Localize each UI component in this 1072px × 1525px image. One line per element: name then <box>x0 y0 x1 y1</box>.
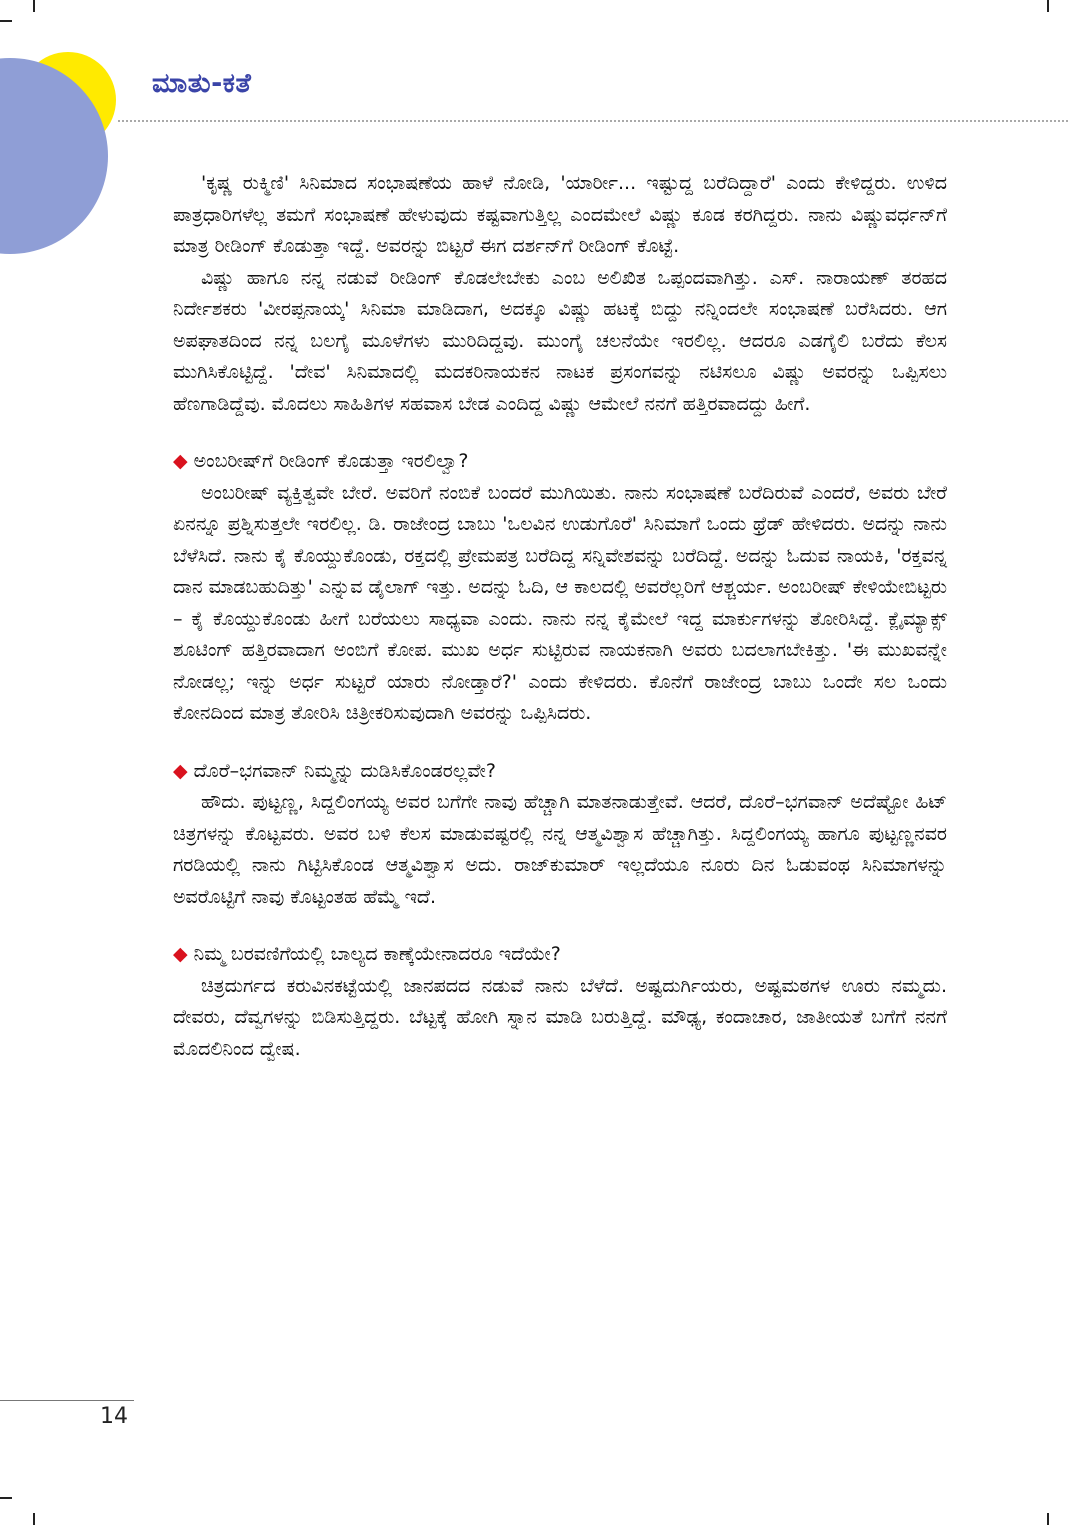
question-heading <box>173 446 947 478</box>
page-number: 14 <box>100 1404 128 1429</box>
diamond-bullet-icon: ◆ <box>173 943 188 965</box>
diamond-bullet-icon: ◆ <box>173 450 188 472</box>
answer-paragraph: ಹೌದು. ಪುಟ್ಟಣ್ಣ, ಸಿದ್ದಲಿಂಗಯ್ಯ ಅವರ ಬಗೆಗೇ ನಾವು ಹೆಚ್ಚಾಗಿ ಮಾತನಾಡುತ್ತೇವೆ. ಆದರೆ, ದೊರೆ–ಭಗವಾನ್ ಅದೆಷ್ಟೋ ಹಿಟ್ ಚಿತ್ರಗಳನ್ನು ಕೊಟ್ಟವರು. ಅವರ ಬಳಿ ಕೆಲಸ ಮಾಡುವಷ್ಟರಲ್ಲಿ ನನ್ನ ಆತ್ಮವಿಶ್ವಾಸ ಹೆಚ್ಚಾಗಿತ್ತು. ಸಿದ್ದಲಿಂಗಯ್ಯ ಹಾಗೂ ಪುಟ್ಟಣ್ಣನವರ ಗರಡಿಯಲ್ಲಿ ನಾನು ಗಿಟ್ಟಿಸಿಕೊಂಡ ಆತ್ಮವಿಶ್ವಾಸ ಅದು. ರಾಜ್‌ಕುಮಾರ್ ಇಲ್ಲದೆಯೂ ನೂರು ದಿನ ಓಡುವಂಥ ಸಿನಿಮಾಗಳನ್ನು ಅವರೊಟ್ಟಿಗೆ ನಾವು ಕೊಟ್ಟಂತಹ ಹೆಮ್ಮೆ ಇದೆ. <box>173 791 947 908</box>
section-title: ಮಾತು-ಕತೆ <box>152 68 252 99</box>
article-body <box>173 168 947 1065</box>
question-heading <box>173 939 947 971</box>
question-text: ದೊರೆ–ಭಗವಾನ್ ನಿಮ್ಮನ್ನು ದುಡಿಸಿಕೊಂಡರಲ್ಲವೇ? <box>193 759 496 782</box>
diamond-bullet-icon: ◆ <box>173 759 188 782</box>
intro-paragraph: ವಿಷ್ಣು ಹಾಗೂ ನನ್ನ ನಡುವೆ ರೀಡಿಂಗ್ ಕೊಡಲೇಬೇಕು ಎಂಬ ಅಲಿಖಿತ ಒಪ್ಪಂದವಾಗಿತ್ತು. ಎಸ್. ನಾರಾಯಣ್ ತರಹದ ನಿರ್ದೇಶಕರು 'ವೀರಪ್ಪನಾಯ್ಕ' ಸಿನಿಮಾ ಮಾಡಿದಾಗ, ಅದಕ್ಕೂ ವಿಷ್ಣು ಹಟಕ್ಕೆ ಬಿದ್ದು ನನ್ನಿಂದಲೇ ಸಂಭಾಷಣೆ ಬರೆಸಿದರು. ಆಗ ಅಪಘಾತದಿಂದ ನನ್ನ ಬಲಗೈ ಮೂಳೆಗಳು ಮುರಿದಿದ್ದವು. ಮುಂಗೈ ಚಲನೆಯೇ ಇರಲಿಲ್ಲ. ಆದರೂ ಎಡಗೈಲಿ ಬರೆದು ಕೆಲಸ ಮುಗಿಸಿಕೊಟ್ಟಿದ್ದೆ. 'ದೇವ' ಸಿನಿಮಾದಲ್ಲಿ ಮದಕರಿನಾಯಕನ ನಾಟಕ ಪ್ರಸಂಗವನ್ನು ನಟಿಸಲೂ ವಿಷ್ಣು ಅವರನ್ನು ಒಪ್ಪಿಸಲು ಹೆಣಗಾಡಿದ್ದೆವು. ಮೊದಲು ಸಾಹಿತಿಗಳ ಸಹವಾಸ ಬೇಡ ಎಂದಿದ್ದ ವಿಷ್ಣು ಆಮೇಲೆ ನನಗೆ ಹತ್ತಿರವಾದದ್ದು ಹೀಗೆ. <box>173 266 947 415</box>
crop-mark <box>1047 1513 1049 1525</box>
header-decoration-blue-circle <box>0 58 108 254</box>
answer-paragraph: ಅಂಬರೀಷ್ ವ್ಯಕ್ತಿತ್ವವೇ ಬೇರೆ. ಅವರಿಗೆ ನಂಬಿಕೆ ಬಂದರೆ ಮುಗಿಯಿತು. ನಾನು ಸಂಭಾಷಣೆ ಬರೆದಿರುವೆ ಎಂದರೆ, ಅವರು ಬೇರೆ ಏನನ್ನೂ ಪ್ರಶ್ನಿಸುತ್ತಲೇ ಇರಲಿಲ್ಲ. ಡಿ. ರಾಜೇಂದ್ರ ಬಾಬು 'ಒಲವಿನ ಉಡುಗೊರೆ' ಸಿನಿಮಾಗೆ ಒಂದು ಥ್ರೆಡ್ ಹೇಳಿದರು. ಅದನ್ನು ನಾನು ಬೆಳೆಸಿದೆ. ನಾನು ಕೈ ಕೊಯ್ದುಕೊಂಡು, ರಕ್ತದಲ್ಲಿ ಪ್ರೇಮಪತ್ರ ಬರೆದಿದ್ದ ಸನ್ನಿವೇಶವನ್ನು ಬರೆದಿದ್ದೆ. ಅದನ್ನು ಓದುವ ನಾಯಕಿ, 'ರಕ್ತವನ್ನ ದಾನ ಮಾಡಬಹುದಿತ್ತು' ಎನ್ನುವ ಡೈಲಾಗ್ ಇತ್ತು. ಅದನ್ನು ಓದಿ, ಆ ಕಾಲದಲ್ಲಿ ಅವರೆಲ್ಲರಿಗೆ ಆಶ್ಚರ್ಯ. ಅಂಬರೀಷ್ ಕೇಳಿಯೇಬಿಟ್ಟರು – ಕೈ ಕೊಯ್ದುಕೊಂಡು ಹೀಗೆ ಬರೆಯಲು ಸಾಧ್ಯವಾ ಎಂದು. ನಾನು ನನ್ನ ಕೈಮೇಲೆ ಇದ್ದ ಮಾರ್ಕುಗಳನ್ನು ತೋರಿಸಿದ್ದೆ. ಕ್ಲೈಮ್ಯಾಕ್ಸ್ ಶೂಟಿಂಗ್ ಹತ್ತಿರವಾದಾಗ ಅಂಬಿಗೆ ಕೋಪ. ಮುಖ ಅರ್ಧ ಸುಟ್ಟಿರುವ ನಾಯಕನಾಗಿ ಅವರು ಬದಲಾಗಬೇಕಿತ್ತು. 'ಈ ಮುಖವನ್ನೇ ನೋಡಲ್ಲ; ಇನ್ನು ಅರ್ಧ ಸುಟ್ಟರೆ ಯಾರು ನೋಡ್ತಾರೆ?' ಎಂದು ಕೇಳಿದರು. ಕೊನೆಗೆ ರಾಜೇಂದ್ರ ಬಾಬು ಒಂದೇ ಸಲ ಒಂದು ಕೋನದಿಂದ ಮಾತ್ರ ತೋರಿಸಿ ಚಿತ್ರೀಕರಿಸುವುದಾಗಿ ಅವರನ್ನು ಒಪ್ಪಿಸಿದರು. <box>173 481 947 724</box>
qa-section <box>173 939 947 1065</box>
question-text: ಅಂಬರೀಷ್‌ಗೆ ರೀಡಿಂಗ್ ಕೊಡುತ್ತಾ ಇರಲಿಲ್ವಾ? <box>193 450 469 472</box>
footer-rule <box>0 1400 134 1401</box>
header-decoration-yellow-circle <box>20 52 116 148</box>
crop-mark <box>33 1513 35 1525</box>
crop-mark <box>1047 0 1049 12</box>
answer-paragraph: ಚಿತ್ರದುರ್ಗದ ಕರುವಿನಕಟ್ಟೆಯಲ್ಲಿ ಜಾನಪದದ ನಡುವೆ ನಾನು ಬೆಳೆದೆ. ಅಷ್ಟದುರ್ಗಿಯರು, ಅಷ್ಟಮಠಗಳ ಊರು ನಮ್ಮದು. ದೇವರು, ದೆವ್ವಗಳನ್ನು ಬಿಡಿಸುತ್ತಿದ್ದರು. ಬೆಟ್ಟಕ್ಕೆ ಹೋಗಿ ಸ್ನಾನ ಮಾಡಿ ಬರುತ್ತಿದ್ದೆ. ಮೌಢ್ಯ, ಕಂದಾಚಾರ, ಜಾತೀಯತೆ ಬಗೆಗೆ ನನಗೆ ಮೊದಲಿನಿಂದ ದ್ವೇಷ. <box>173 974 947 1060</box>
title-dotted-rule <box>118 120 1068 122</box>
question-heading <box>173 756 947 788</box>
crop-mark <box>0 1497 12 1499</box>
crop-mark <box>0 20 12 22</box>
qa-section <box>173 756 947 914</box>
qa-section <box>173 446 947 730</box>
crop-mark <box>33 0 35 12</box>
intro-paragraph: 'ಕೃಷ್ಣ ರುಕ್ಮಿಣಿ' ಸಿನಿಮಾದ ಸಂಭಾಷಣೆಯ ಹಾಳೆ ನೋಡಿ, 'ಯಾರ್ರೀ... ಇಷ್ಟುದ್ದ ಬರೆದಿದ್ದಾರೆ' ಎಂದು ಕೇಳಿದ್ದರು. ಉಳಿದ ಪಾತ್ರಧಾರಿಗಳೆಲ್ಲ ತಮಗೆ ಸಂಭಾಷಣೆ ಹೇಳುವುದು ಕಷ್ಟವಾಗುತ್ತಿಲ್ಲ ಎಂದಮೇಲೆ ವಿಷ್ಣು ಕೂಡ ಕರಗಿದ್ದರು. ನಾನು ವಿಷ್ಣುವರ್ಧನ್‌ಗೆ ಮಾತ್ರ ರೀಡಿಂಗ್ ಕೊಡುತ್ತಾ ಇದ್ದೆ. ಅವರನ್ನು ಬಿಟ್ಟರೆ ಈಗ ದರ್ಶನ್‌ಗೆ ರೀಡಿಂಗ್ ಕೊಟ್ಟೆ. <box>173 172 947 257</box>
question-text: ನಿಮ್ಮ ಬರವಣಿಗೆಯಲ್ಲಿ ಬಾಲ್ಯದ ಕಾಣ್ಕೆಯೇನಾದರೂ ಇದೆಯೇ? <box>193 943 561 965</box>
